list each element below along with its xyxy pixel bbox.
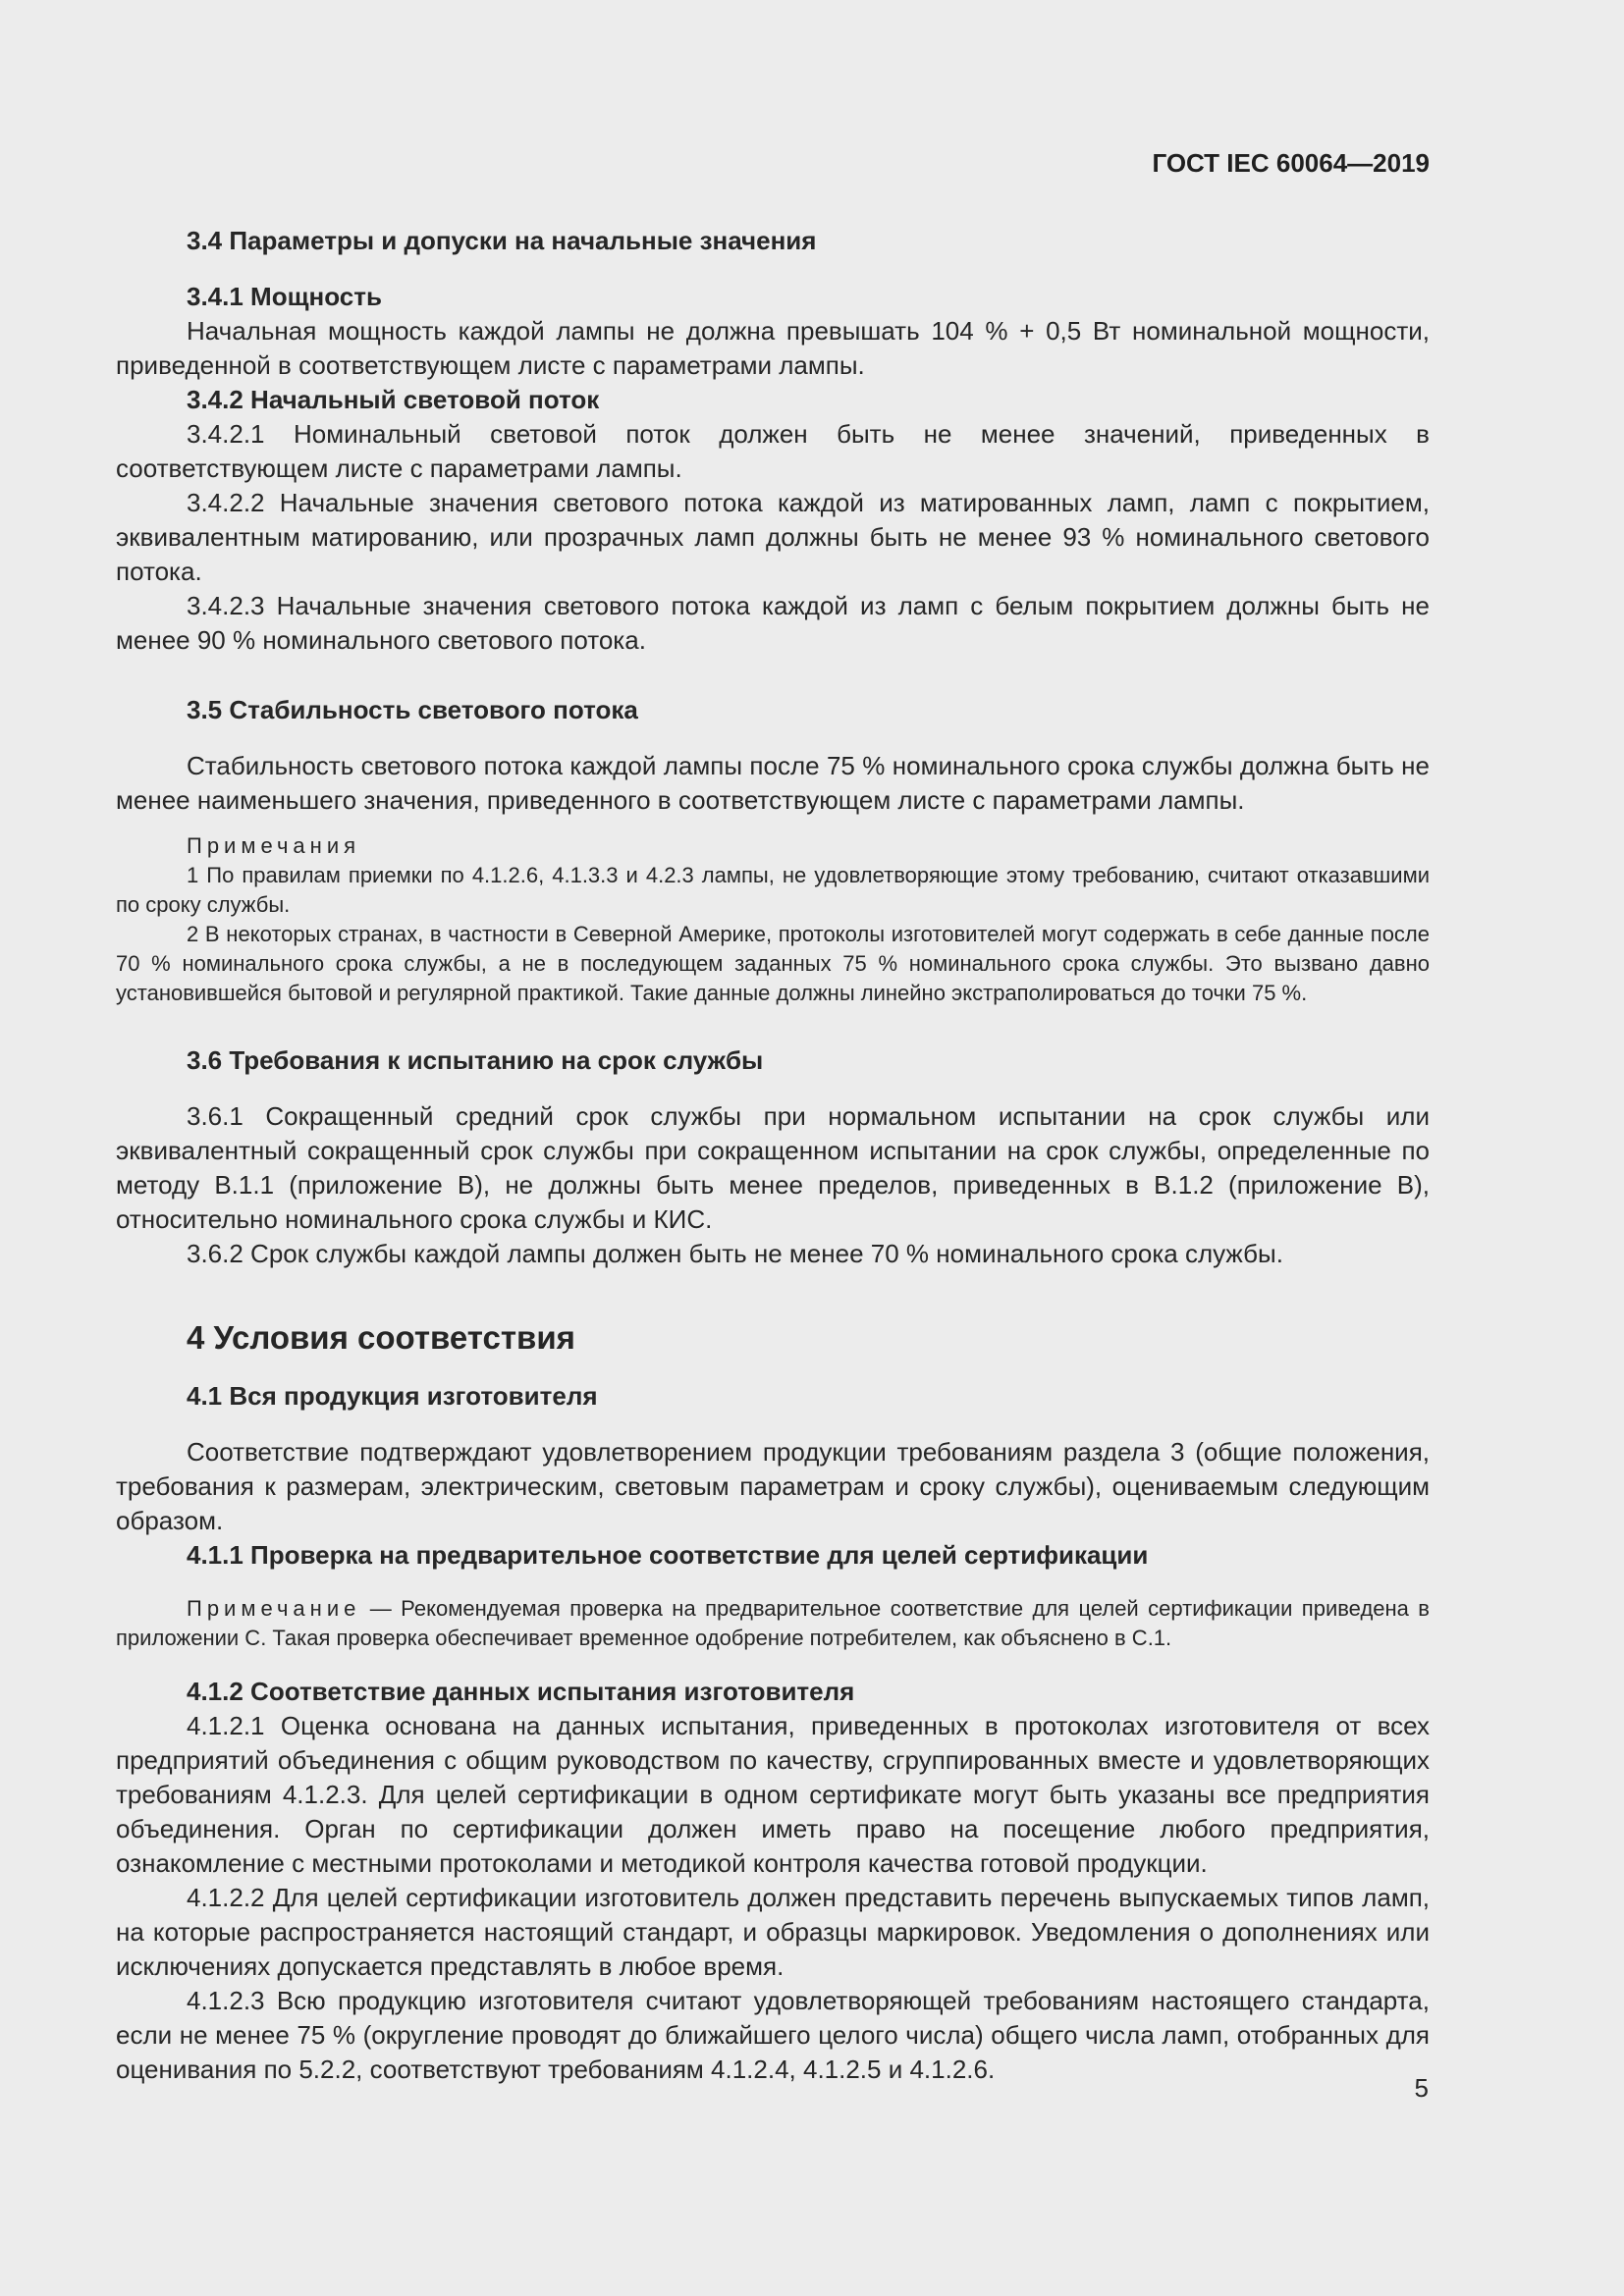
paragraph-3-5: Стабильность светового потока каждой лампы после 75 % номинального срока службы должна быть не менее наименьшего значения, приведенного в соответствующем листе с параметрами лампы. — [116, 751, 1430, 815]
paragraph-4-1-2-1: 4.1.2.1 Оценка основана на данных испытания, приведенных в протоколах изготовителя от всех предприятий объединения с общим руководством по качеству, сгруппированных вместе и удовлетворяющих требованиям 4.1.2.3. Для целей сертификации в одном сертификате могут быть указаны все предприятия объединения. Орган по сертификации должен иметь право на посещение любого предприятия, ознакомление с местными протоколами и методикой контроля качества готовой продукции. — [116, 1711, 1430, 1878]
paragraph-3-4-2-3: 3.4.2.3 Начальные значения светового потока каждой из ламп с белым покрытием должны быть не менее 90 % номинального светового потока. — [116, 591, 1430, 655]
document-header: ГОСТ IEC 60064—2019 — [1152, 148, 1430, 178]
section-heading-4-1-2: 4.1.2 Соответствие данных испытания изготовителя — [187, 1677, 855, 1706]
notes-label: Примечания — [187, 833, 361, 858]
note-4-1-1 — [116, 1594, 1430, 1653]
page-number: 5 — [1414, 2073, 1429, 2103]
note-text: — Рекомендуемая проверка на предварительное соответствие для целей сертификации приведена в приложении С. Такая проверка обеспечивает временное одобрение потребителем, как объяснено в С.1. — [116, 1596, 1430, 1650]
note-label: Примечание — [187, 1596, 361, 1621]
section-heading-4: 4 Условия соответствия — [187, 1319, 575, 1356]
notes-block-3-5 — [116, 831, 1430, 1008]
section-heading-3-6: 3.6 Требования к испытанию на срок службы — [187, 1045, 764, 1075]
paragraph-3-4-2-1: 3.4.2.1 Номинальный световой поток должен быть не менее значений, приведенных в соответствующем листе с параметрами лампы. — [116, 419, 1430, 483]
section-heading-3-4: 3.4 Параметры и допуски на начальные значения — [187, 226, 817, 255]
section-heading-3-4-1: 3.4.1 Мощность — [187, 282, 382, 311]
paragraph-3-6-1: 3.6.1 Сокращенный средний срок службы при нормальном испытании на срок службы или эквивалентный сокращенный срок службы при сокращенном испытании на срок службы, определенные по методу В.1.1 (приложение В), не должны быть менее пределов, приведенных в В.1.2 (приложение В), относительно номинального срока службы и КИС. — [116, 1101, 1430, 1234]
section-heading-3-5: 3.5 Стабильность светового потока — [187, 695, 638, 724]
paragraph-3-4-1: Начальная мощность каждой лампы не должна превышать 104 % + 0,5 Вт номинальной мощности, приведенной в соответствующем листе с параметрами лампы. — [116, 316, 1430, 380]
section-heading-3-4-2: 3.4.2 Начальный световой поток — [187, 385, 600, 414]
section-heading-4-1-1: 4.1.1 Проверка на предварительное соответствие для целей сертификации — [187, 1540, 1149, 1570]
paragraph-4-1-2-3: 4.1.2.3 Всю продукцию изготовителя считают удовлетворяющей требованиям настоящего стандарта, если не менее 75 % (округление проводят до ближайшего целого числа) общего числа ламп, отобранных для оценивания по 5.2.2, соответствуют требованиям 4.1.2.4, 4.1.2.5 и 4.1.2.6. — [116, 1986, 1430, 2084]
paragraph-4-1: Соответствие подтверждают удовлетворением продукции требованиям раздела 3 (общие положения, требования к размерам, электрическим, световым параметрам и сроку службы), оцениваемым следующим образом. — [116, 1437, 1430, 1535]
paragraph-3-4-2-2: 3.4.2.2 Начальные значения светового потока каждой из матированных ламп, ламп с покрытием, эквивалентным матированию, или прозрачных ламп должны быть не менее 93 % номинального светового потока. — [116, 488, 1430, 586]
section-heading-4-1: 4.1 Вся продукция изготовителя — [187, 1381, 598, 1411]
note-1: 1 По правилам приемки по 4.1.2.6, 4.1.3.3 и 4.2.3 лампы, не удовлетворяющие этому требованию, считают отказавшими по сроку службы. — [116, 863, 1430, 917]
note-2: 2 В некоторых странах, в частности в Северной Америке, протоколы изготовителей могут содержать в себе данные после 70 % номинального срока службы, а не в последующем заданных 75 % номинального срока службы. Это вызвано давно установившейся бытовой и регулярной практикой. Такие данные должны линейно экстраполироваться до точки 75 %. — [116, 922, 1430, 1005]
paragraph-4-1-2-2: 4.1.2.2 Для целей сертификации изготовитель должен представить перечень выпускаемых типов ламп, на которые распространяется настоящий стандарт, и образцы маркировок. Уведомления о дополнениях или исключениях допускается представлять в любое время. — [116, 1883, 1430, 1981]
paragraph-3-6-2: 3.6.2 Срок службы каждой лампы должен быть не менее 70 % номинального срока службы. — [187, 1239, 1283, 1268]
page-content — [116, 224, 1430, 2087]
